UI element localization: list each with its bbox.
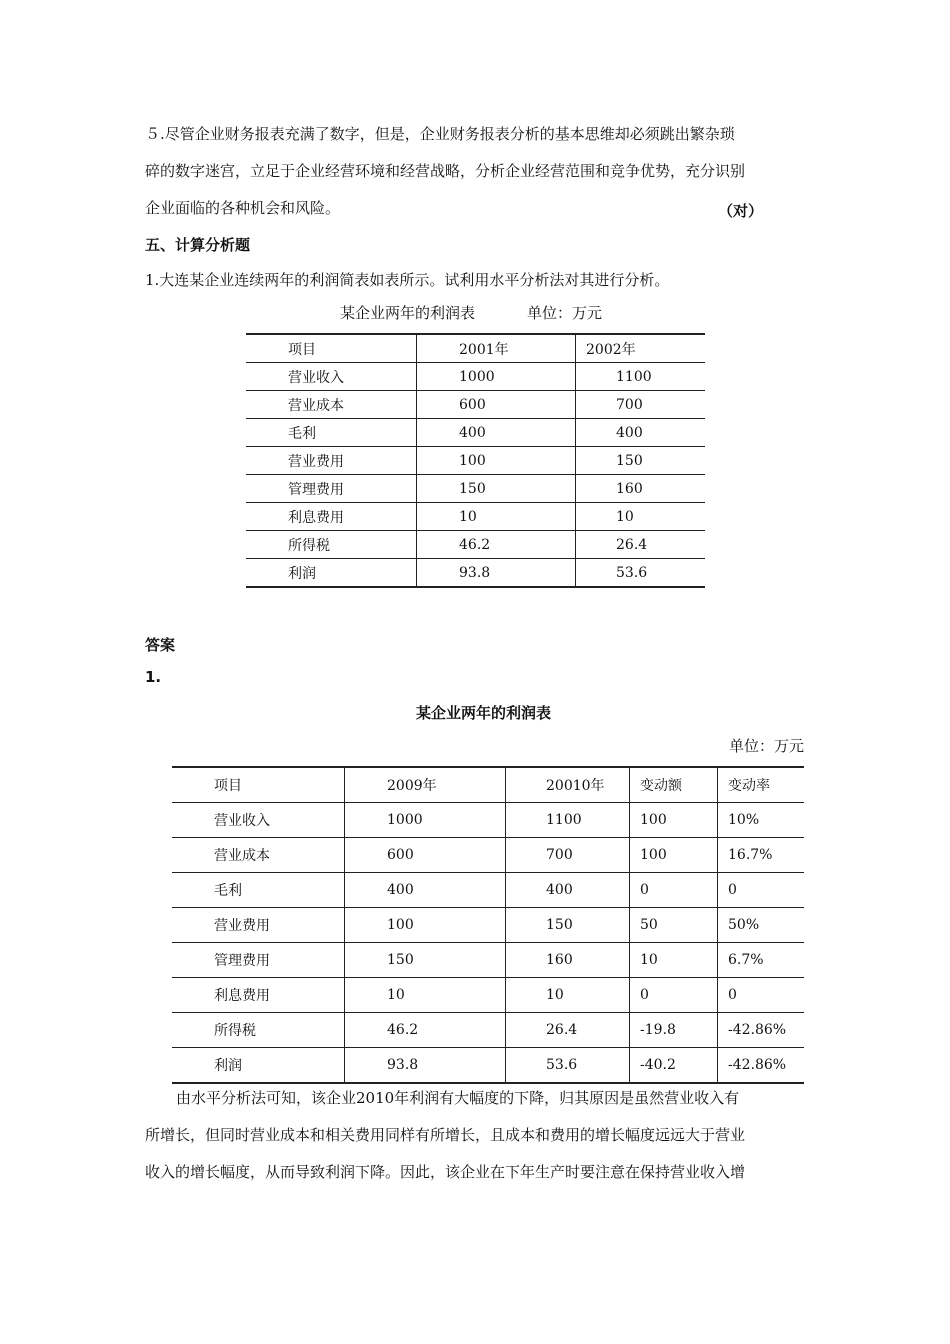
intro-line: 企业面临的各种机会和风险。 [145,199,341,217]
table-cell: 10 [417,503,576,531]
table-row [172,803,804,838]
table-header-row [172,767,804,803]
table-row [172,943,804,978]
table-row [172,838,804,873]
table-cell: 50 [630,908,718,943]
answer-number: 1. [145,668,162,686]
verdict-label: （对） [718,202,764,220]
table-cell: 6.7% [718,943,805,978]
table-cell: 10 [345,978,506,1013]
table-cell: 0 [718,978,805,1013]
header-cell: 项目 [172,767,345,803]
table-cell: 营业收入 [172,803,345,838]
table-cell: 营业费用 [246,447,417,475]
table-cell: 营业成本 [246,391,417,419]
table-cell: 营业收入 [246,363,417,391]
table-cell: 0 [718,873,805,908]
question-table-title: 某企业两年的利润表 [340,304,476,322]
table-row [246,531,705,559]
table-cell: 0 [630,978,718,1013]
table-cell: 53.6 [576,559,706,588]
header-cell: 2002年 [576,334,706,363]
header-cell: 20010年 [506,767,630,803]
table-cell: 26.4 [576,531,706,559]
intro-line: ５.尽管企业财务报表充满了数字，但是，企业财务报表分析的基本思维却必须跳出繁杂琐 [145,125,735,143]
table-cell: -40.2 [630,1048,718,1084]
table-cell: 管理费用 [172,943,345,978]
conclusion-line: 收入的增长幅度，从而导致利润下降。因此，该企业在下年生产时要注意在保持营业收入增 [145,1163,746,1181]
conclusion-line: 所增长，但同时营业成本和相关费用同样有所增长，且成本和费用的增长幅度远远大于营业 [145,1126,746,1144]
table-cell: 1000 [417,363,576,391]
table-cell: 营业成本 [172,838,345,873]
table-row [246,503,705,531]
table-cell: 400 [345,873,506,908]
table-cell: 利润 [172,1048,345,1084]
header-cell: 项目 [246,334,417,363]
header-cell: 变动额 [630,767,718,803]
table-cell: 利息费用 [172,978,345,1013]
table-row [246,475,705,503]
table-cell: 93.8 [345,1048,506,1084]
table-row [172,873,804,908]
conclusion-paragraph [145,1080,807,1191]
table-cell: 150 [417,475,576,503]
intro-line: 碎的数字迷宫，立足于企业经营环境和经营战略，分析企业经营范围和竞争优势，充分识别 [145,162,746,180]
table-cell: 1000 [345,803,506,838]
table-cell: 150 [506,908,630,943]
table-cell: 100 [417,447,576,475]
table-cell: 营业费用 [172,908,345,943]
table-cell: 100 [345,908,506,943]
table-cell: 16.7% [718,838,805,873]
table-cell: 1100 [576,363,706,391]
table-cell: 26.4 [506,1013,630,1048]
table-cell: 46.2 [345,1013,506,1048]
table-cell: 50% [718,908,805,943]
table-cell: 150 [576,447,706,475]
table-cell: -42.86% [718,1048,805,1084]
table-cell: 600 [345,838,506,873]
table-cell: 93.8 [417,559,576,588]
table-cell: 利息费用 [246,503,417,531]
table-row [172,908,804,943]
table-cell: 所得税 [246,531,417,559]
header-cell: 2009年 [345,767,506,803]
table-cell: 400 [576,419,706,447]
table-row [172,1013,804,1048]
table-cell: 46.2 [417,531,576,559]
answer-table-title: 某企业两年的利润表 [416,704,552,722]
table-cell: 1100 [506,803,630,838]
conclusion-line: 由水平分析法可知，该企业2010年利润有大幅度的下降，归其原因是虽然营业收入有 [176,1089,740,1107]
question-table [246,333,705,588]
table-cell: 毛利 [172,873,345,908]
header-cell: 变动率 [718,767,805,803]
table-cell: 100 [630,838,718,873]
table-row [246,391,705,419]
answer-table-unit: 单位：万元 [729,737,805,755]
table-cell: 100 [630,803,718,838]
table-row [172,978,804,1013]
section-title: 五、计算分析题 [145,236,251,254]
table-cell: 毛利 [246,419,417,447]
table-cell: 400 [417,419,576,447]
question-table-unit: 单位：万元 [527,304,603,322]
table-header-row [246,334,705,363]
table-cell: 160 [506,943,630,978]
table-cell: 10 [576,503,706,531]
table-cell: 400 [506,873,630,908]
table-cell: -42.86% [718,1013,805,1048]
table-row [246,447,705,475]
table-cell: 53.6 [506,1048,630,1084]
table-cell: 所得税 [172,1013,345,1048]
table-cell: 10 [506,978,630,1013]
answer-table [172,766,804,1084]
table-cell: 管理费用 [246,475,417,503]
table-cell: 160 [576,475,706,503]
table-cell: 150 [345,943,506,978]
table-cell: 10 [630,943,718,978]
intro-paragraph [145,116,807,227]
table-row [172,1048,804,1084]
table-cell: 600 [417,391,576,419]
table-cell: 700 [576,391,706,419]
table-cell: 利润 [246,559,417,588]
header-cell: 2001年 [417,334,576,363]
table-row [246,559,705,588]
answer-heading: 答案 [145,636,176,654]
table-row [246,419,705,447]
table-cell: 10% [718,803,805,838]
table-cell: 0 [630,873,718,908]
table-cell: 700 [506,838,630,873]
table-row [246,363,705,391]
question-text: 1.大连某企业连续两年的利润简表如表所示。试利用水平分析法对其进行分析。 [145,271,670,289]
table-cell: -19.8 [630,1013,718,1048]
